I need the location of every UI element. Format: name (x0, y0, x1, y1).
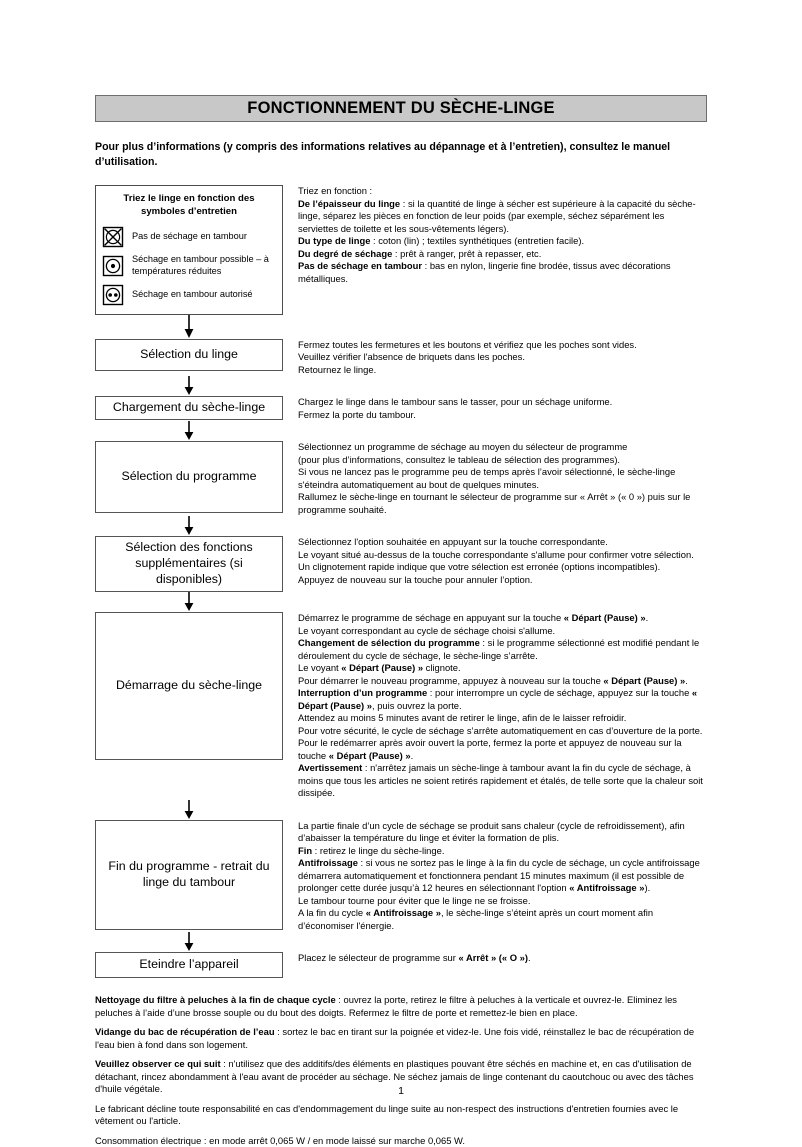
note-paragraph: Nettoyage du filtre à peluches à la fin de chaque cycle : ouvrez la porte, retirez le filtre à peluches à la verticale et ouvrez-le. Eliminez les peluches à l’aide d’une brosse souple ou du bout des doigts. Refermez le filtre de porte et remettez-le bien en place. (95, 994, 677, 1018)
desc-line: Sélectionnez l'option souhaitée en appuyant sur la touche correspondante. (298, 536, 608, 548)
care-symbols-box (95, 185, 283, 315)
desc-line: Un clignotement rapide indique que votre sélection est erronée (options incompatibles). (298, 561, 661, 573)
desc-line: Retournez le linge. (298, 363, 377, 375)
flow-row-demarrage (95, 612, 707, 800)
flow-left-column (95, 592, 285, 612)
flow-box-eteindre-l-appareil[interactable]: Eteindre l’appareil (95, 952, 283, 978)
flow-row-sorting (95, 185, 707, 315)
flow-left-column (95, 396, 285, 420)
desc-line: Pour le redémarrer après avoir ouvert la porte, fermez la porte et appuyez de nouveau sur la touche « Départ (Pause) ». (298, 737, 682, 761)
flow-arrow-down-icon (95, 932, 283, 952)
legend-item-label: Pas de séchage en tambour (132, 230, 247, 241)
desc-line: De l’épaisseur du linge : si la quantité de linge à sécher est supérieure à la capacité du sèche-linge, séparez les pièces en fonction de leur poids (par exemple, séchez séparément les serviettes de toilette et les sous-vêtements légers). (298, 197, 696, 234)
page-content (95, 95, 707, 1147)
legend-item-label: Séchage en tambour autorisé (132, 288, 253, 299)
flow-arrow-row (95, 932, 707, 952)
flow-arrow-down-icon (95, 315, 283, 339)
tumble-dry-low-icon (102, 255, 124, 277)
legend-item-label: Séchage en tambour possible – à températures réduites (132, 253, 269, 276)
note-paragraph: Consommation électrique : en mode arrêt 0,065 W / en mode laissé sur marche 0,065 W. (95, 1134, 465, 1146)
flow-left-column (95, 315, 285, 339)
desc-line: Triez en fonction : (298, 185, 373, 196)
flow-row-selection-du-linge (95, 339, 707, 377)
flow-arrow-down-icon (95, 800, 283, 820)
intro-paragraph: Pour plus d’informations (y compris des informations relatives au dépannage et à l’entretien), consultez le manuel d’utilisation. (95, 141, 671, 168)
desc-line: Démarrez le programme de séchage en appuyant sur la touche « Départ (Pause) ». (298, 612, 649, 624)
desc-line: Appuyez de nouveau sur la touche pour annuler l’option. (298, 573, 533, 585)
flow-arrow-down-icon (95, 421, 283, 441)
desc-line: Rallumez le sèche-linge en tournant le sélecteur de programme sur « Arrêt » (« 0 ») puis sur le programme souhaité. (298, 491, 691, 515)
flow-left-column (95, 952, 285, 978)
flow-box-selection-fonctions-supplementaires[interactable]: Sélection des fonctions supplémentaires (si disponibles) (95, 536, 283, 592)
desc-line: A la fin du cycle « Antifroissage », le sèche-linge s’éteint après un court moment afin d’économiser l'énergie. (298, 907, 654, 931)
note-paragraph: Veuillez observer ce qui suit : n'utilisez que des additifs/des éléments en plastiques pouvant être séchés en machine et, en cas d'utilisation de détachant, rincez abondamment à l'eau avant de procéder au séchage. Ne séchez jamais de linge contenant du caoutchouc ou avec des tâches d'huile végétale. (95, 1058, 694, 1095)
desc-line: Fin : retirez le linge du sèche-linge. (298, 844, 445, 856)
desc-line: Fermez la porte du tambour. (298, 408, 416, 420)
desc-line: Du type de linge : coton (lin) ; textiles synthétiques (entretien facile). (298, 235, 585, 246)
flow-left-column (95, 820, 285, 930)
desc-line: Pour votre sécurité, le cycle de séchage s’arrête automatiquement en cas d’ouverture de la porte. (298, 724, 703, 736)
flow-row-fonctions-supplementaires (95, 536, 707, 592)
flow-left-column (95, 516, 285, 536)
desc-line: La partie finale d’un cycle de séchage se produit sans chaleur (cycle de refroidissement), afin d’abaisser la température du linge et éviter la formation de plis. (298, 819, 685, 844)
page-number: 1 (398, 1085, 404, 1097)
flow-left-column (95, 376, 285, 396)
flow-arrow-row (95, 800, 707, 820)
flow-description-demarrage (285, 612, 707, 800)
desc-line: (pour plus d’informations, consultez le tableau de sélection des programmes). (298, 453, 621, 465)
flow-arrow-row (95, 315, 707, 339)
desc-line: Attendez au moins 5 minutes avant de retirer le linge, afin de le laisser refroidir. (298, 712, 627, 724)
flow-arrow-row (95, 376, 707, 396)
flow-left-column (95, 421, 285, 441)
page-title-banner (95, 95, 707, 122)
flow-row-selection-programme (95, 441, 707, 516)
flow-box-demarrage-du-seche-linge[interactable]: Démarrage du sèche-linge (95, 612, 283, 760)
flow-arrow-row (95, 421, 707, 441)
flow-box-chargement-du-seche-linge[interactable]: Chargement du sèche-linge (95, 396, 283, 420)
flow-arrow-down-icon (95, 516, 283, 536)
flow-left-column (95, 339, 285, 371)
desc-line: Avertissement : n'arrêtez jamais un sèche-linge à tambour avant la fin du cycle de séchage, à moins que tous les articles ne soient retirés rapidement et étalés, de telle sorte que la chaleur soit dissipée. (298, 762, 703, 799)
flow-box-selection-du-programme[interactable]: Sélection du programme (95, 441, 283, 513)
care-symbols-title: Triez le linge en fonction des symboles d’entretien (123, 193, 255, 217)
flow-arrow-down-icon (95, 376, 283, 396)
desc-line: Sélectionnez un programme de séchage au moyen du sélecteur de programme (298, 441, 628, 453)
flow-left-column (95, 932, 285, 952)
desc-line: Pas de séchage en tambour : bas en nylon, lingerie fine brodée, tissus avec décorations métalliques. (298, 260, 671, 284)
flow-description-selection-du-linge (285, 339, 707, 377)
desc-line: Le voyant correspondant au cycle de séchage choisi s'allume. (298, 624, 556, 636)
desc-line: Le voyant situé au-dessus de la touche correspondante s'allume pour confirmer votre sélection. (298, 548, 694, 560)
desc-line: Le tambour tourne pour éviter que le linge ne se froisse. (298, 894, 531, 906)
desc-line: Fermez toutes les fermetures et les boutons et vérifiez que les poches sont vides. (298, 338, 637, 350)
flow-description-fonctions-supplementaires (285, 536, 707, 586)
desc-line: Le voyant « Départ (Pause) » clignote. (298, 662, 461, 674)
flow-description-eteindre (285, 952, 707, 965)
flow-arrow-row (95, 592, 707, 612)
desc-line: Pour démarrer le nouveau programme, appuyez à nouveau sur la touche « Départ (Pause) ». (298, 674, 688, 686)
desc-line: Interruption d’un programme : pour interrompre un cycle de séchage, appuyez sur la touche « Départ (Pause) », puis ouvrez la porte. (298, 687, 698, 711)
flow-row-chargement (95, 396, 707, 421)
flow-box-fin-du-programme[interactable]: Fin du programme - retrait du linge du tambour (95, 820, 283, 930)
maintenance-notes (95, 994, 705, 1147)
legend-item (102, 254, 276, 278)
procedure-flowchart (95, 185, 707, 978)
flow-left-column (95, 441, 285, 513)
flow-description-selection-programme (285, 441, 707, 516)
note-paragraph: Vidange du bac de récupération de l’eau : sortez le bac en tirant sur la poignée et videz-le. Une fois vidé, réinstallez le bac de récupération de l'eau bien à fond dans son logement. (95, 1026, 695, 1050)
flow-left-column (95, 536, 285, 592)
legend-item (102, 226, 276, 248)
legend-item (102, 284, 276, 306)
desc-line: Veuillez vérifier l'absence de briquets dans les poches. (298, 351, 525, 363)
flow-description-chargement (285, 396, 707, 421)
flow-description-sorting (285, 185, 707, 285)
desc-line: Si vous ne lancez pas le programme peu de temps après l’avoir sélectionné, le sèche-linge s'éteindra automatiquement au bout de quelques minutes. (298, 466, 676, 490)
desc-line: Placez le sélecteur de programme sur « Arrêt » (« O »). (298, 952, 531, 964)
note-paragraph: Le fabricant décline toute responsabilité en cas d'endommagement du linge suite au non-respect des instructions d'entretien fournies avec le vêtement ou l'article. (95, 1102, 679, 1127)
desc-line: Changement de sélection du programme : si le programme sélectionné est modifié pendant le déroulement du cycle de séchage, le sèche-linge s’arrête. (298, 637, 700, 661)
flow-box-selection-du-linge[interactable]: Sélection du linge (95, 339, 283, 371)
flow-left-column (95, 800, 285, 820)
flow-left-column (95, 185, 285, 315)
flow-row-fin-programme (95, 820, 707, 933)
flow-arrow-row (95, 516, 707, 536)
flow-left-column (95, 612, 285, 760)
desc-line: Du degré de séchage : prêt à ranger, prêt à repasser, etc. (298, 247, 542, 259)
no-tumble-dry-icon (102, 226, 124, 248)
flow-description-fin-programme (285, 820, 707, 933)
desc-line: Antifroissage : si vous ne sortez pas le linge à la fin du cycle de séchage, un cycle antifroissage démarrera automatiquement et fonctionnera pendant 15 minutes maximum (il est possible de prolonger cette durée jusqu’à 12 heures en sélectionnant l'option « Antifroissage »). (298, 857, 700, 894)
flow-row-eteindre (95, 952, 707, 978)
page-title: FONCTIONNEMENT DU SÈCHE-LINGE (247, 99, 555, 117)
flow-arrow-down-icon (95, 592, 283, 612)
desc-line: Chargez le linge dans le tambour sans le tasser, pour un séchage uniforme. (298, 396, 613, 408)
tumble-dry-normal-icon (102, 284, 124, 306)
